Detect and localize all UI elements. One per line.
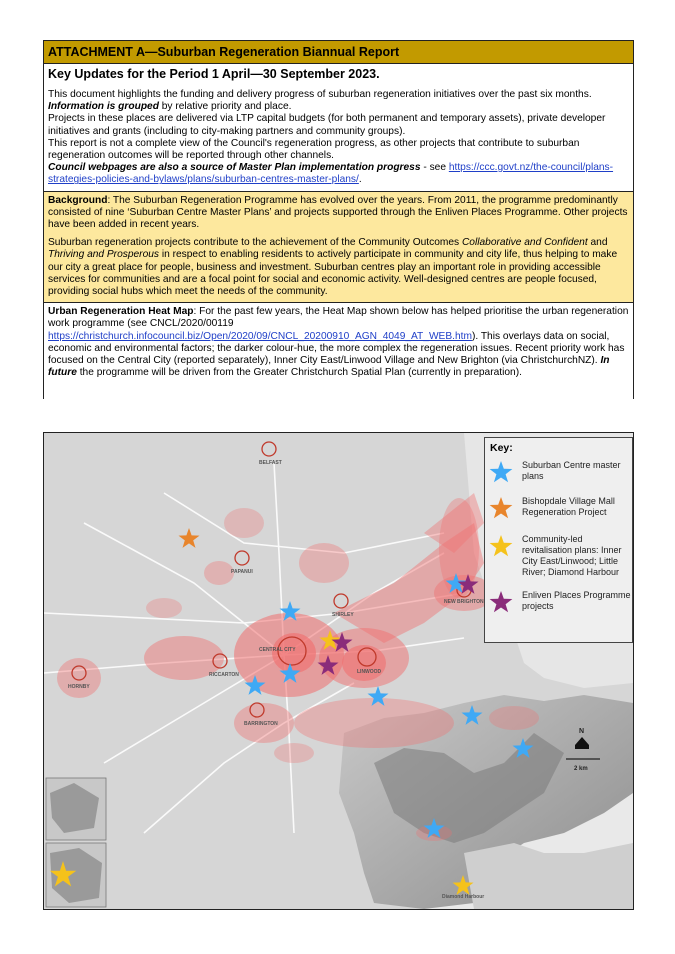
master-plans-link[interactable]: https://ccc.govt.nz/the-council/plans-strategies-policies-and-bylaws/plans/suburban-centres-master-plans/ bbox=[48, 162, 614, 186]
label-papanui: PAPANUI bbox=[231, 569, 253, 575]
background-text-2c: in respect to enabling residents to actively participate in community and city life, thus helping to make our city a great place for people, business and investment. Suburban centres play an important role in providing accessible services for communities and are a focal point for social and economic activity. Well-designed centres are people focused, providing social hubs which meet the needs of the community. bbox=[48, 249, 618, 298]
regeneration-heat-map bbox=[43, 432, 634, 910]
background-label: Background bbox=[48, 194, 108, 206]
report-page bbox=[43, 40, 634, 399]
heatmap-text-2: ). This overlays data on social, economic and environmental factors; the darker colour-hue, the more complex the regeneration issues. Recent priority work has focused on the Central City (reported separately), Inner City East/Linwood Village and New Brighton (via ChristchurchNZ). bbox=[48, 330, 625, 367]
label-central-city: CENTRAL CITY bbox=[259, 647, 296, 653]
key-label-suburban-master-plans: Suburban Centre master plans bbox=[522, 460, 621, 481]
webpages-bold: Council webpages are also a source of Master Plan implementation progress bbox=[48, 162, 421, 174]
background-text-1: : The Suburban Regeneration Programme has evolved over the years. From 2011, the programme predominantly consisted of nine ‘Suburban Centre Master Plans’ and projects supported through the Enliven Places Programme. Other projects have been added in recent years. bbox=[48, 194, 628, 231]
attachment-header: ATTACHMENT A—Suburban Regeneration Biannual Report bbox=[44, 41, 633, 63]
intro-projects: Projects in these places are delivered via LTP capital budgets (for both permanent and temporary assets), private developer initiatives and grants (including to city-making partners and community groups). bbox=[48, 113, 606, 137]
outcome-collaborative: Collaborative and Confident bbox=[461, 237, 588, 249]
label-hornby: HORNBY bbox=[68, 684, 90, 690]
north-arrow-base bbox=[575, 745, 589, 749]
label-barrington: BARRINGTON bbox=[244, 721, 278, 727]
heatmap-text-3: the programme will be driven from the Greater Christchurch Spatial Plan (currently in preparation). bbox=[76, 367, 522, 379]
background-p2 bbox=[48, 237, 629, 298]
heatmap-section bbox=[43, 302, 634, 399]
label-shirley: SHIRLEY bbox=[332, 612, 354, 618]
grouped-rest: by relative priority and place. bbox=[158, 101, 292, 113]
intro-webpages bbox=[48, 162, 629, 186]
heatmap-paragraph bbox=[48, 306, 629, 379]
intro-line-1: This document highlights the funding and delivery progress of suburban regeneration initiatives over the past six months. bbox=[48, 89, 592, 100]
in-future-bold: In future bbox=[48, 355, 610, 379]
webpages-end: . bbox=[358, 174, 362, 186]
heatmap-label: Urban Regeneration Heat Map bbox=[48, 306, 194, 318]
background-text-2a: Suburban regeneration projects contribute to the achievement of the Community Outcomes bbox=[48, 237, 462, 249]
star-yellow-icon bbox=[489, 534, 513, 558]
label-belfast: BELFAST bbox=[259, 460, 282, 466]
key-label-enliven-places: Enliven Places Programme projects bbox=[522, 590, 631, 611]
label-new-brighton: NEW BRIGHTON bbox=[444, 599, 484, 605]
key-updates-section bbox=[43, 63, 634, 191]
intro-not-complete: This report is not a complete view of the Council's regeneration progress, as other projects that contribute to suburban regeneration outcomes will be reported through other channels. bbox=[48, 137, 580, 162]
map-key bbox=[484, 437, 633, 643]
star-orange-icon bbox=[489, 496, 513, 520]
scale-label: 2 km bbox=[574, 766, 588, 772]
label-linwood: LINWOOD bbox=[357, 669, 382, 675]
key-title: Key: bbox=[490, 442, 513, 454]
background-text-2b: and bbox=[587, 237, 608, 249]
key-label-community-led: Community-led revitalisation plans: Inner City East/Linwood; Little River; Diamond Harbour bbox=[522, 534, 622, 577]
outcome-thriving: Thriving and Prosperous bbox=[48, 249, 159, 261]
key-label-bishopdale: Bishopdale Village Mall Regeneration Project bbox=[522, 496, 615, 517]
heatmap-link[interactable]: https://christchurch.infocouncil.biz/Open/2020/09/CNCL_20200910_AGN_4049_AT_WEB.htm bbox=[48, 330, 472, 342]
background-section bbox=[43, 191, 634, 303]
label-diamond-harbour: Diamond Harbour bbox=[442, 894, 485, 900]
intro-grouped bbox=[48, 101, 629, 113]
background-p1 bbox=[48, 195, 629, 232]
key-updates-heading: Key Updates for the Period 1 April—30 September 2023. bbox=[48, 67, 380, 81]
star-purple-icon bbox=[489, 590, 513, 614]
north-label: N bbox=[579, 728, 585, 735]
grouped-bold: Information is grouped bbox=[48, 101, 159, 113]
heatmap-text-1: : For the past few years, the Heat Map shown below has helped prioritise the urban regeneration work programme (see CNCL/2020/00119 bbox=[48, 306, 629, 330]
label-riccarton: RICCARTON bbox=[209, 672, 239, 678]
webpages-rest: - see bbox=[420, 162, 449, 174]
star-blue-icon bbox=[489, 460, 513, 484]
